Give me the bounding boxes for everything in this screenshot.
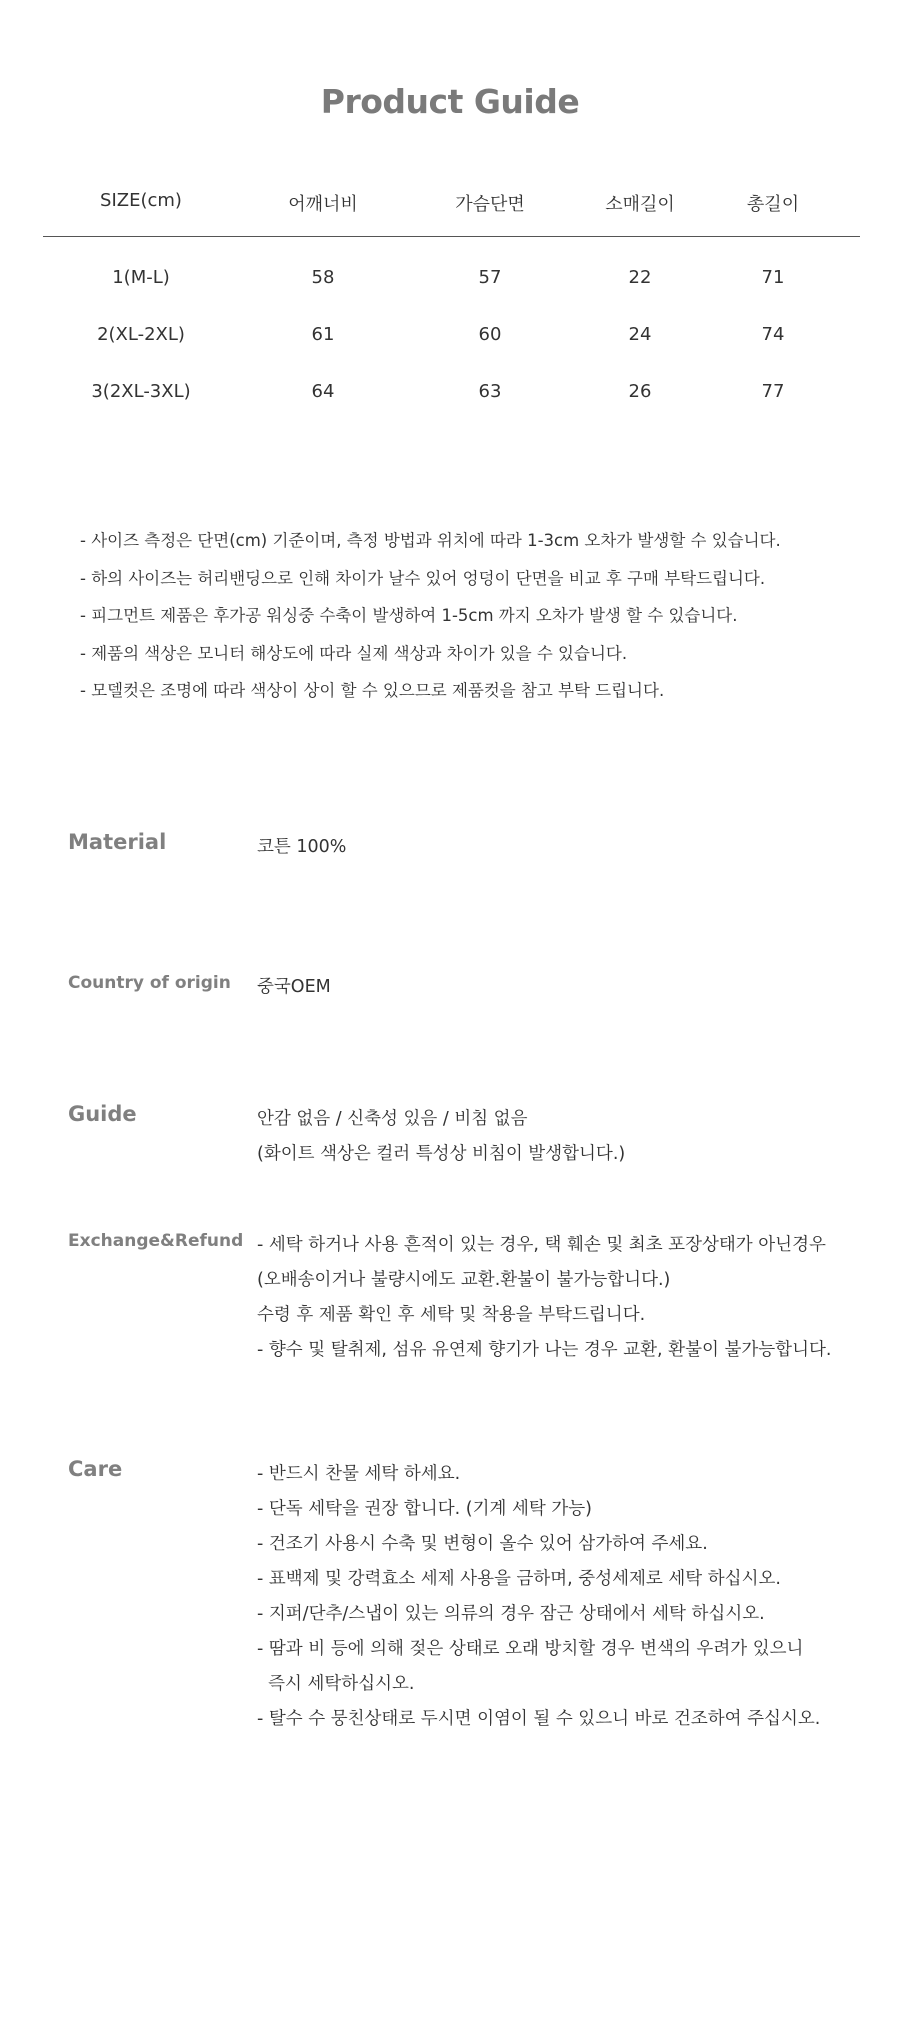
row-shoulder: 58 (311, 267, 335, 288)
exchange-refund-values (257, 1228, 831, 1368)
material-values (257, 830, 346, 865)
origin-label: Country of origin (68, 973, 231, 993)
table-row (43, 267, 860, 324)
exchange-line: - 향수 및 탈취제, 섬유 유연제 향기가 나는 경우 교환, 환불이 불가능합니다. (257, 1340, 832, 1360)
care-line: - 탈수 수 뭉친상태로 두시면 이염이 될 수 있으니 바로 건조하여 주십시오. (257, 1709, 821, 1729)
row-chest: 57 (478, 267, 502, 288)
care-line: - 지퍼/단추/스냅이 있는 의류의 경우 잠근 상태에서 세탁 하십시오. (257, 1604, 765, 1624)
header-shoulder: 어깨너비 (288, 194, 358, 215)
guide-line: 안감 없음 / 신축성 있음 / 비침 없음 (257, 1109, 528, 1129)
care-line: 즉시 세탁하십시오. (257, 1674, 415, 1694)
row-size: 1(M-L) (112, 267, 170, 288)
header-sleeve: 소매길이 (605, 194, 675, 215)
exchange-line: - 세탁 하거나 사용 흔적이 있는 경우, 택 훼손 및 최초 포장상태가 아닌경우 (257, 1235, 826, 1255)
page-title: Product Guide (320, 82, 580, 121)
row-sleeve: 24 (628, 324, 652, 345)
row-size: 3(2XL-3XL) (91, 381, 191, 402)
header-size: SIZE(cm) (100, 190, 182, 211)
guide-label: Guide (68, 1102, 137, 1126)
care-line: - 표백제 및 강력효소 세제 사용을 금하며, 중성세제로 세탁 하십시오. (257, 1569, 781, 1589)
exchange-line: 수령 후 제품 확인 후 세탁 및 착용을 부탁드립니다. (257, 1305, 646, 1325)
note-line: - 하의 사이즈는 허리밴딩으로 인해 차이가 날수 있어 엉덩이 단면을 비교 후 구매 부탁드립니다. (80, 568, 766, 588)
row-chest: 63 (478, 381, 502, 402)
header-chest: 가슴단면 (455, 194, 525, 215)
note-line: - 피그먼트 제품은 후가공 워싱중 수축이 발생하여 1-5cm 까지 오차가 발생 할 수 있습니다. (80, 606, 738, 625)
material-label: Material (68, 830, 167, 854)
table-row (43, 381, 860, 438)
note-line: - 제품의 색상은 모니터 해상도에 따라 실제 색상과 차이가 있을 수 있습니다. (80, 643, 628, 663)
table-row (43, 324, 860, 381)
material-value: 코튼 100% (257, 837, 347, 857)
origin-values (257, 970, 331, 1005)
row-length: 71 (761, 267, 785, 288)
origin-value: 중국OEM (257, 977, 331, 997)
row-sleeve: 22 (628, 267, 652, 288)
row-shoulder: 61 (311, 324, 335, 345)
row-chest: 60 (478, 324, 502, 345)
exchange-line: (오배송이거나 불량시에도 교환.환불이 불가능합니다.) (257, 1270, 671, 1290)
note-line: - 모델컷은 조명에 따라 색상이 상이 할 수 있으므로 제품컷을 참고 부탁 드립니다. (80, 681, 665, 700)
size-notes (80, 522, 860, 710)
row-length: 74 (761, 324, 785, 345)
header-length: 총길이 (746, 194, 800, 215)
care-line: - 땀과 비 등에 의해 젖은 상태로 오래 방치할 경우 변색의 우려가 있으니 (257, 1639, 804, 1659)
guide-line: (화이트 색상은 컬러 특성상 비침이 발생합니다.) (257, 1144, 626, 1164)
size-table-header (43, 190, 860, 226)
guide-values (257, 1102, 625, 1172)
care-label: Care (68, 1457, 123, 1481)
care-line: - 건조기 사용시 수축 및 변형이 올수 있어 삼가하여 주세요. (257, 1534, 708, 1554)
care-line: - 단독 세탁을 권장 합니다. (기계 세탁 가능) (257, 1499, 592, 1519)
row-length: 77 (761, 381, 785, 402)
note-line: - 사이즈 측정은 단면(cm) 기준이며, 측정 방법과 위치에 따라 1-3cm 오차가 발생할 수 있습니다. (80, 531, 781, 550)
exchange-refund-label: Exchange&Refund (68, 1231, 244, 1251)
row-sleeve: 26 (628, 381, 652, 402)
table-divider (43, 236, 860, 237)
care-line: - 반드시 찬물 세탁 하세요. (257, 1464, 461, 1484)
care-values (257, 1457, 820, 1737)
size-table (43, 190, 860, 438)
row-size: 2(XL-2XL) (97, 324, 185, 345)
row-shoulder: 64 (311, 381, 335, 402)
